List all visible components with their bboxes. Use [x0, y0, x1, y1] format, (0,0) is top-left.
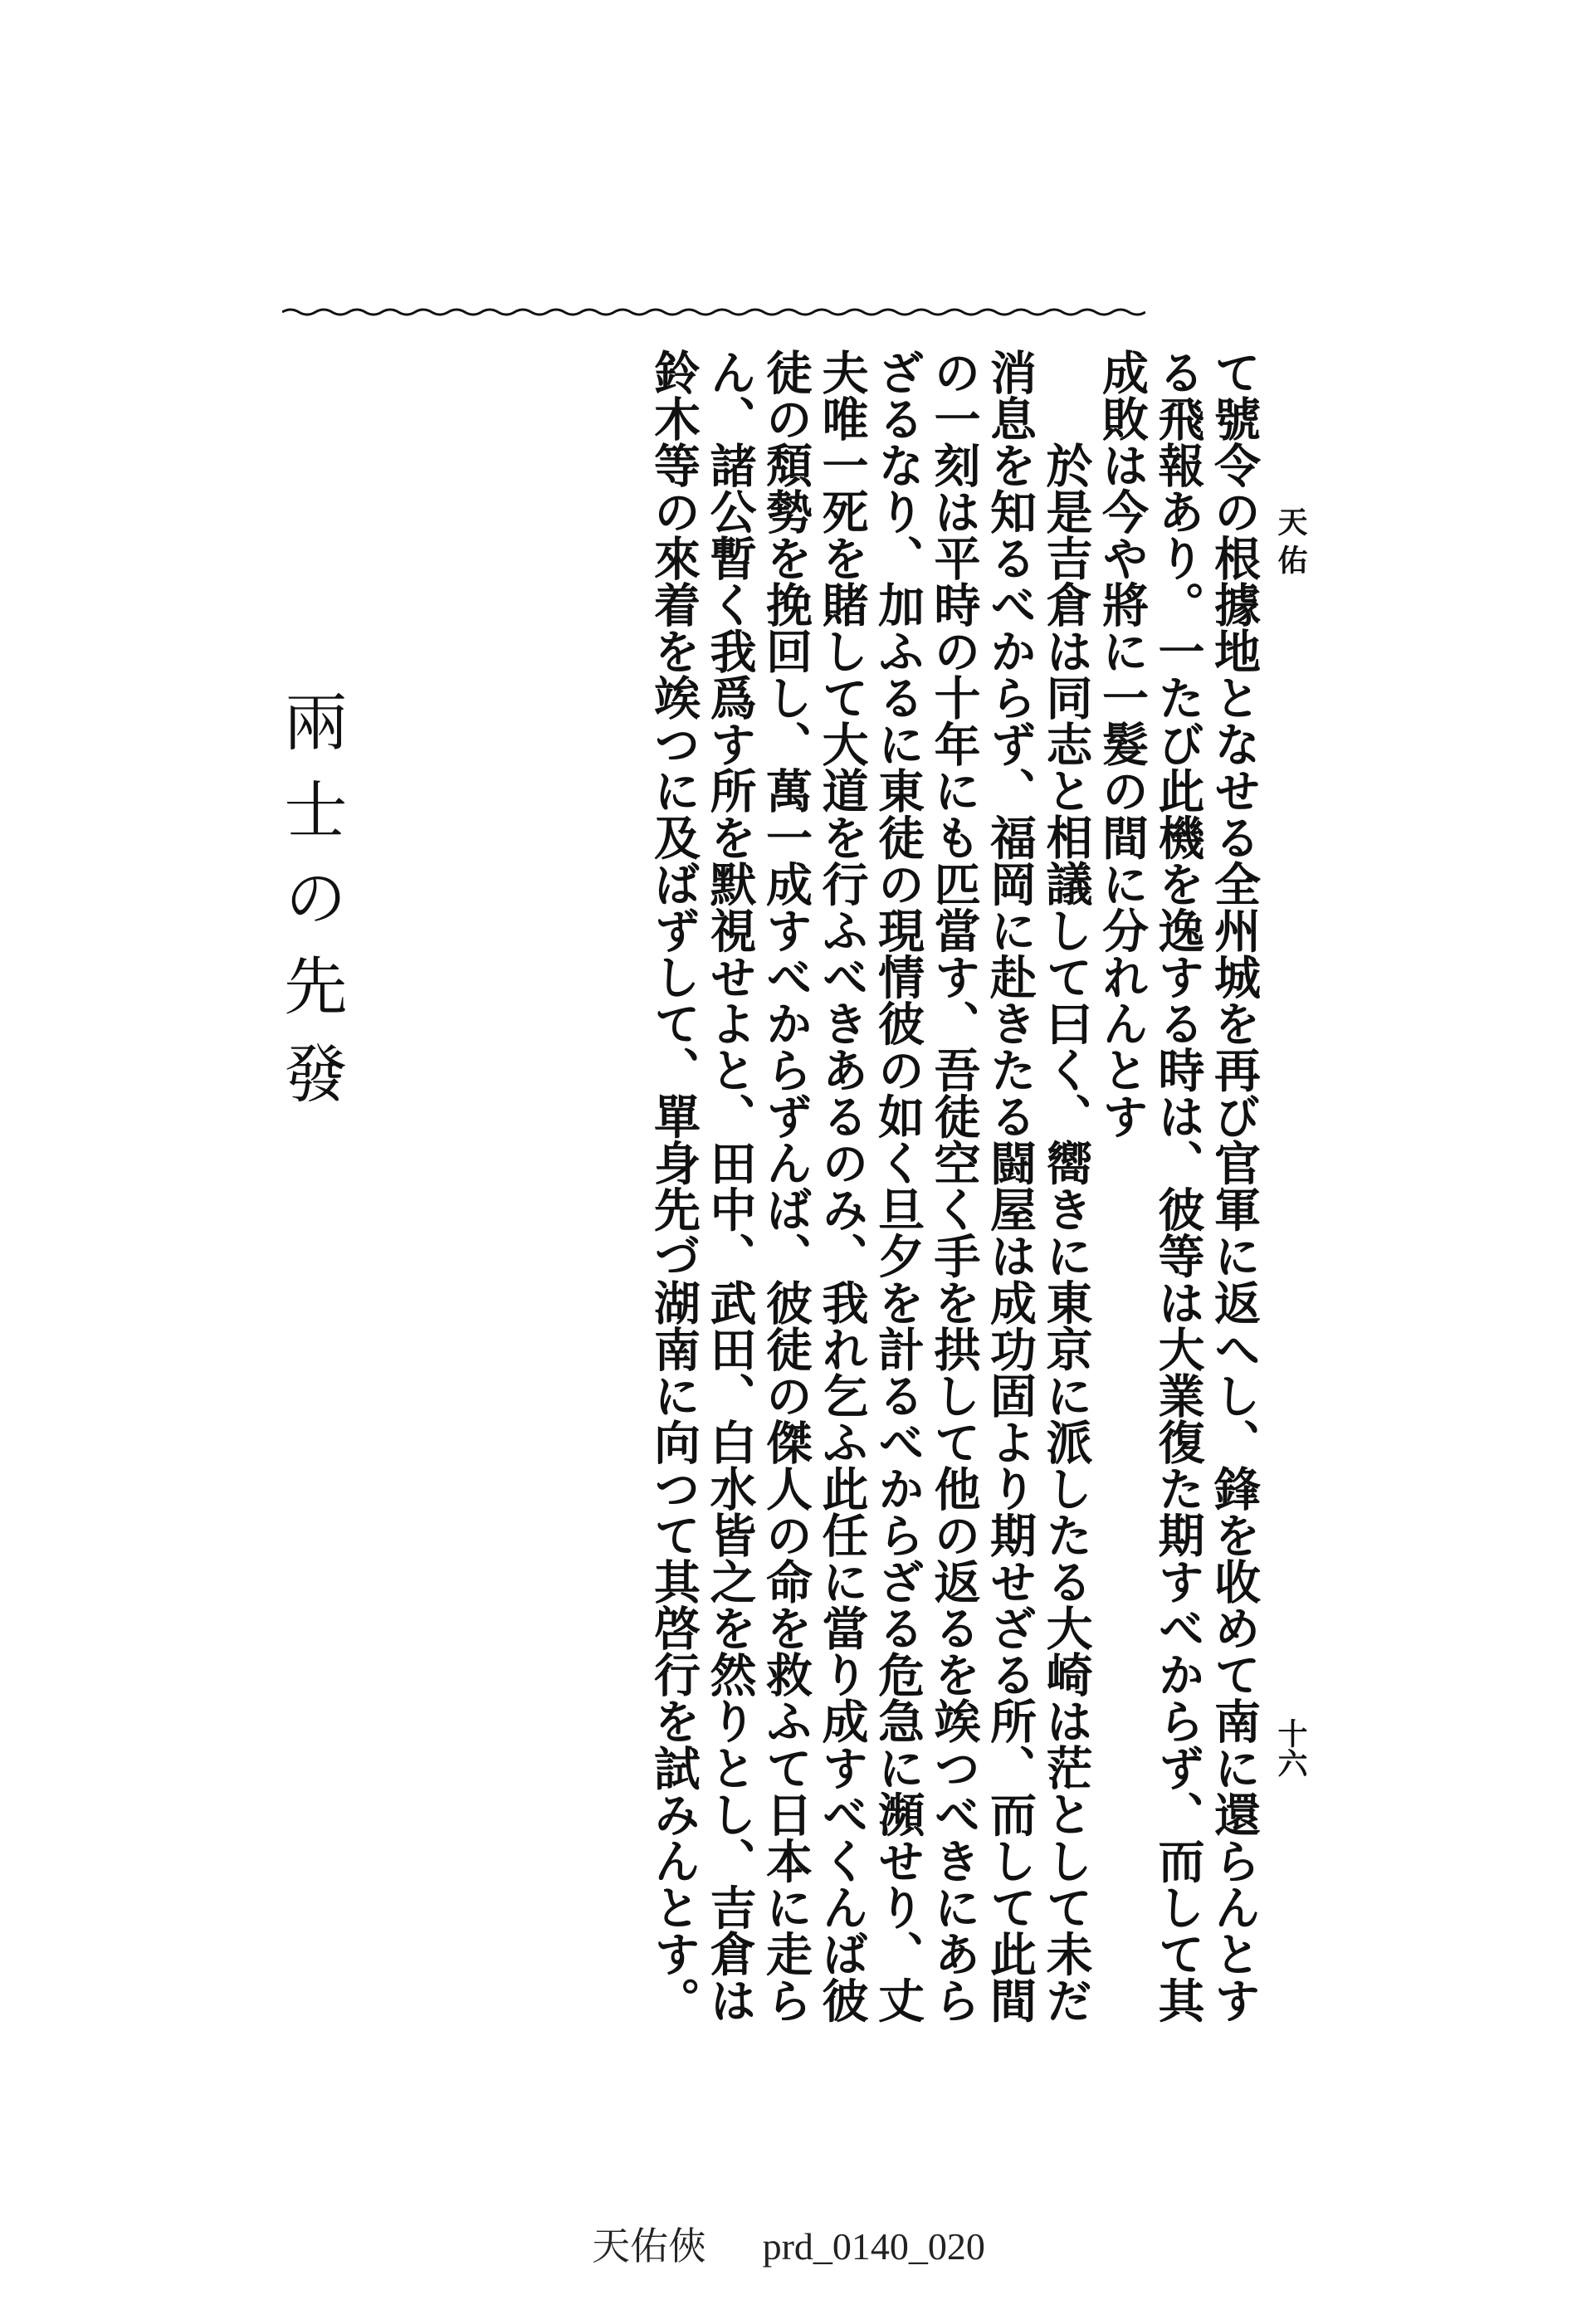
footer-book-title: 天佑俠	[592, 2225, 707, 2268]
paragraph: 於是吉倉は同志と相議して曰く、嚮きに東京に派したる大崎は茫として未だ消息を知るべからず、福岡に赴きたる闘屋は成功固より期せざる所、而して此間の一刻は平時の十年にも匹當す、吾徒空く手を拱して他の返るを竢つべきにあらざるなり、加ふるに東徒の現情彼の如く旦夕を計るべからざる危急に瀕せり、丈夫唯一死を賭して大道を行ふべきあるのみ、我れ乞ふ此任に當り成すべくんば彼徒の頽勢を挽回し、萬一成すべからずんば、彼徒の傑人の命を救ふて日本に走らん、諸公暫く我爲す所を默視せよと、田中、武田、白水皆之を然りとし、吉倉は鈴木等の來着を竢つに及ばずして、單身先づ湖南に向つて其啓行を試みんとす。	[647, 349, 1094, 2024]
footer-caption	[0, 2216, 1577, 2271]
running-header-title: 天佑	[1273, 506, 1308, 583]
section-heading: 兩士の先發	[274, 689, 348, 1129]
footer-image-id: prd_0140_020	[762, 2225, 985, 2268]
page-number: 十六	[1273, 1718, 1308, 1778]
paragraph: て號令の根據地となせる全州城を再び官軍に返へし、鋒を收めて南に還らんとする飛報あり。一たび此機を逸する時は、彼等は大業復た期すべからず、而して其成敗は今や將に一髮の間に分れんとす	[1095, 349, 1262, 2024]
body-text	[398, 349, 1262, 2034]
header-rule	[282, 305, 1145, 319]
